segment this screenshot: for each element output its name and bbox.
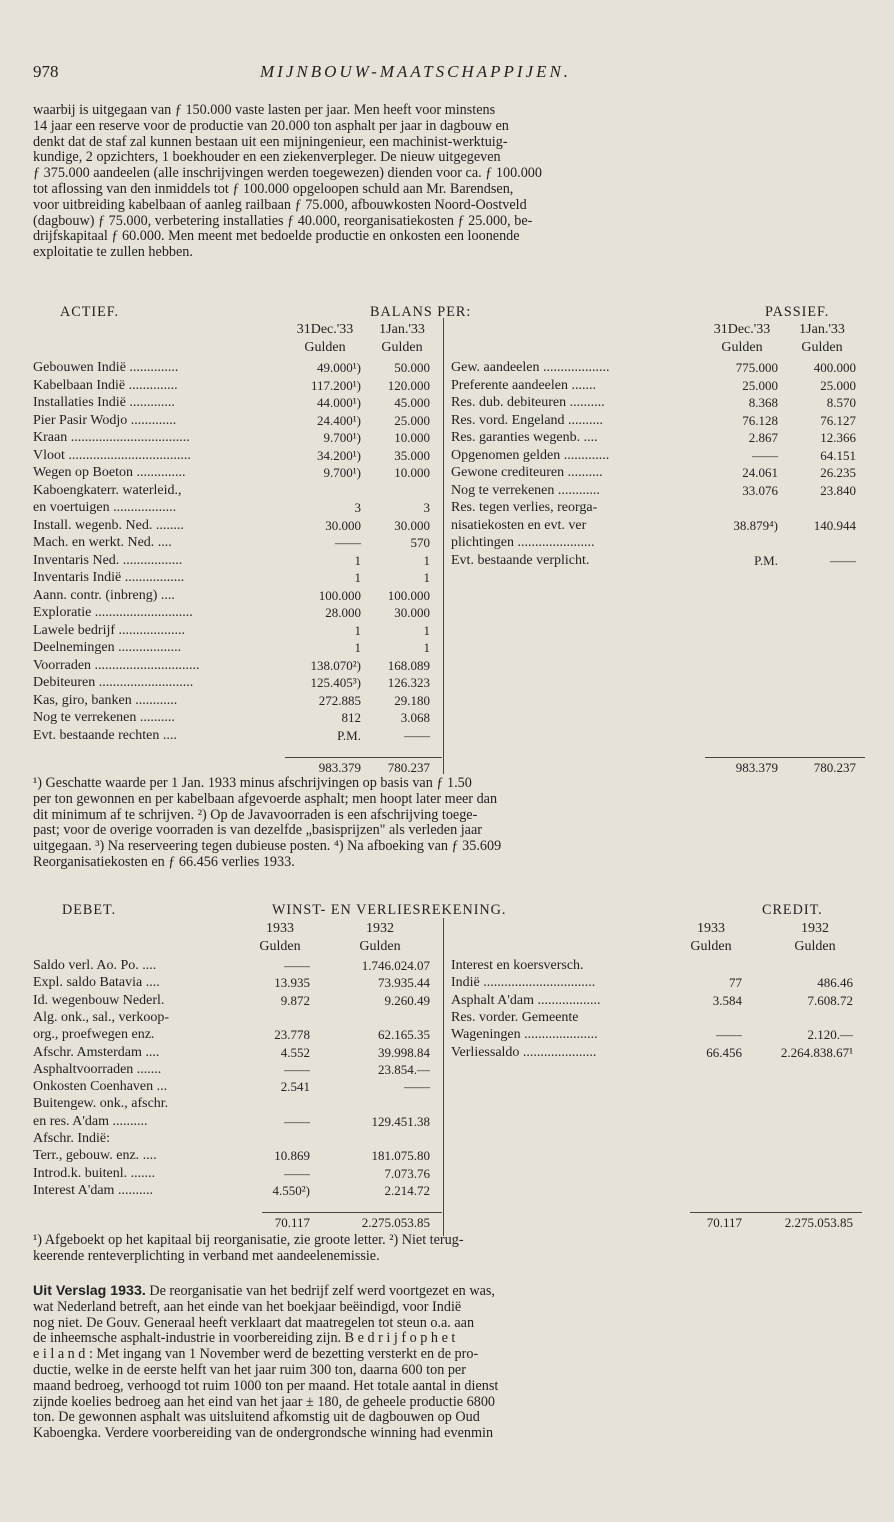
text-line: voor uitbreiding kabelbaan of aanleg railbaan ƒ 75.000, afbouwkosten Noord-Oostveld — [33, 196, 527, 213]
debet-row-v1: —— — [284, 1113, 310, 1129]
credit-row-v2: 7.608.72 — [807, 992, 853, 1008]
debet-row-label: Interest A'dam .......... — [33, 1182, 153, 1198]
actief-row-label: Mach. en werkt. Ned. .... — [33, 535, 172, 550]
text-line: wat Nederland betreft, aan het einde van het boekjaar beëindigd, voor Indië — [33, 1298, 462, 1315]
actief-row-v2: 570 — [410, 535, 430, 550]
page-number: 978 — [33, 62, 59, 81]
debet-row-label: Introd.k. buitenl. ....... — [33, 1165, 156, 1181]
pl-divider — [443, 918, 444, 1236]
actief-row-v2: 3.068 — [400, 710, 430, 725]
passief-row-v1: 33.076 — [742, 482, 778, 498]
passief-row-label: Res. tegen verlies, reorga- — [451, 500, 598, 515]
credit-row-label: Wageningen ..................... — [451, 1027, 598, 1043]
text-line: (dagbouw) ƒ 75.000, verbetering installaties ƒ 40.000, reorganisatiekosten ƒ 25.000, be- — [33, 212, 533, 229]
passief-row-label: Gew. aandeelen ................... — [451, 360, 610, 375]
passief-row-label: Res. vord. Engeland .......... — [451, 412, 604, 428]
balance-col1-unit: Gulden — [304, 340, 346, 355]
actief-row-v2: 1 — [423, 622, 430, 638]
debet-row-v2: 129.451.38 — [371, 1113, 430, 1129]
debet-row-label: org., proefwegen enz. — [33, 1027, 155, 1043]
actief-row-v2: 120.000 — [387, 377, 430, 393]
verslag-first-line: De reorganisatie van het bedrijf zelf werd voortgezet en was, — [145, 1283, 495, 1299]
credit-row-v1: —— — [716, 1027, 742, 1043]
passief-row-v1: 775.000 — [735, 360, 778, 375]
actief-row-v2: 50.000 — [394, 360, 430, 375]
actief-row-label: Install. wegenb. Ned. ........ — [33, 517, 184, 533]
debet-row-label: en res. A'dam .......... — [33, 1113, 148, 1129]
passief-row-v2: 76.127 — [820, 412, 856, 428]
footnote-line: dit minimum af te schrijven. ²) Op de Javavoorraden is een afschrijving toege- — [33, 806, 478, 823]
credit-col1-unit: Gulden — [690, 939, 732, 954]
actief-row-label: Vloot ................................... — [33, 447, 191, 463]
actief-row-label: Aann. contr. (inbreng) .... — [33, 587, 175, 603]
balance-divider — [443, 318, 444, 774]
actief-row-v1: 1 — [354, 640, 361, 655]
balance-center-title: BALANS PER: — [370, 304, 472, 320]
verslag-heading: Uit Verslag 1933. — [33, 1283, 146, 1299]
actief-row-label: Voorraden .............................. — [33, 657, 200, 673]
actief-total-rule — [285, 757, 442, 758]
actief-row-v1: —— — [335, 535, 361, 550]
credit-row-label: Verliessaldo ..................... — [451, 1044, 597, 1060]
actief-row-label: Nog te verrekenen .......... — [33, 710, 175, 725]
passief-row-label: Gewone crediteuren .......... — [451, 465, 603, 480]
actief-row-label: Kraan .................................. — [33, 430, 190, 445]
text-line: e i l a n d : Met ingang van 1 November werd de bezetting versterkt en de pro- — [33, 1346, 479, 1363]
text-line: Kaboengka. Verdere voorbereiding van de ondergrondsche winning had evenmin — [33, 1425, 494, 1442]
credit-row-v1: 77 — [729, 975, 742, 991]
debet-row-v2: —— — [404, 1079, 430, 1095]
passief-row-label: Evt. bestaande verplicht. — [451, 552, 590, 568]
text-line: denkt dat de staf zal kunnen bestaan uit een mijningenieur, een machinist-werktuig- — [33, 133, 508, 150]
actief-row-label: Inventaris Ned. ................. — [33, 552, 183, 568]
debet-row-v2: 62.165.35 — [378, 1027, 430, 1043]
debet-row-v1: —— — [284, 1165, 310, 1181]
debet-row-v1: 23.778 — [274, 1027, 310, 1043]
passief-row-v2: 400.000 — [813, 360, 856, 375]
passief-row-v2: 140.944 — [813, 517, 856, 533]
debet-row-v2: 1.746.024.07 — [361, 958, 430, 973]
debet-row-v1: 9.872 — [280, 992, 310, 1008]
balance-left-title: ACTIEF. — [60, 304, 120, 320]
text-line: tot aflossing van den inmiddels tot ƒ 100.000 opgeloopen schuld aan Mr. Barendsen, — [33, 180, 514, 197]
passief-row-label: Opgenomen gelden ............. — [451, 447, 610, 463]
annual-report-paragraph — [33, 1284, 865, 1442]
actief-row-v2: 30.000 — [394, 517, 430, 533]
actief-row-label: Gebouwen Indië .............. — [33, 360, 179, 375]
passief-col2-unit: Gulden — [801, 340, 843, 355]
debet-total-v2: 2.275.053.85 — [361, 1215, 430, 1230]
passief-row-v2: 12.366 — [820, 430, 856, 445]
debet-row-label: Alg. onk., sal., verkoop- — [33, 1009, 170, 1025]
text-line: kundige, 2 opzichters, 1 boekhouder en een ziekenverpleger. De nieuw uitgegeven — [33, 149, 501, 166]
credit-total-rule — [690, 1212, 862, 1213]
actief-row-v1: 9.700¹) — [323, 430, 361, 445]
actief-row-label: en voertuigen .................. — [33, 500, 177, 515]
passief-row-label: plichtingen ...................... — [451, 535, 595, 550]
actief-row-v1: 125.405³) — [310, 675, 361, 690]
text-line: zijnde koelies bedroeg aan het eind van het jaar ± 180, de geheele productie 6800 — [33, 1393, 496, 1410]
actief-row-v2: 25.000 — [394, 412, 430, 428]
text-line: ton. De gewonnen asphalt was uitsluitend afkomstig uit de dagbouwen op Oud — [33, 1409, 480, 1426]
debet-row-v2: 39.998.84 — [378, 1044, 430, 1060]
actief-row-v1: 1 — [354, 570, 361, 585]
debet-row-label: Buitengew. onk., afschr. — [33, 1096, 169, 1112]
debet-row-v2: 9.260.49 — [384, 992, 430, 1008]
actief-row-v1: 24.400¹) — [317, 412, 361, 428]
debet-row-v1: —— — [284, 1061, 310, 1077]
actief-row-v2: 168.089 — [387, 657, 430, 673]
actief-row-v2: —— — [404, 727, 430, 743]
pl-center-title: WINST- EN VERLIESREKENING. — [272, 902, 507, 918]
actief-row-v1: 3 — [354, 500, 361, 515]
actief-total-v1: 983.379 — [318, 760, 361, 775]
credit-col2-header: 1932 — [801, 921, 829, 936]
actief-row-v1: 30.000 — [325, 517, 361, 533]
actief-row-v2: 10.000 — [394, 465, 430, 480]
debet-row-label: Id. wegenbouw Nederl. — [33, 992, 165, 1008]
passief-row-label: Nog te verrekenen ............ — [451, 482, 600, 498]
pl-col1-unit: Gulden — [259, 939, 301, 954]
debet-row-v1: 10.869 — [274, 1148, 310, 1164]
debet-row-label: Afschr. Amsterdam .... — [33, 1044, 160, 1060]
balance-col2-header: 1Jan.'33 — [379, 322, 425, 337]
passief-col1-header: 31Dec.'33 — [713, 322, 771, 337]
actief-row-v2: 1 — [423, 570, 430, 585]
pl-footnotes — [33, 1233, 865, 1265]
passief-row-v1: 24.061 — [742, 465, 778, 480]
pl-col2-unit: Gulden — [359, 939, 401, 954]
balance-footnotes — [33, 776, 865, 871]
actief-row-label: Kas, giro, banken ............ — [33, 692, 178, 708]
text-line: 14 jaar een reserve voor de productie van 20.000 ton asphalt per jaar in dagbouw en — [33, 117, 509, 134]
actief-row-label: Pier Pasir Wodjo ............. — [33, 412, 177, 428]
passief-total-v1: 983.379 — [735, 760, 778, 775]
passief-row-label: Preferente aandeelen ....... — [451, 377, 596, 393]
passief-col1-unit: Gulden — [721, 340, 763, 355]
actief-row-label: Wegen op Boeton .............. — [33, 465, 186, 480]
debet-row-v2: 7.073.76 — [384, 1165, 430, 1181]
intro-paragraph — [33, 103, 865, 261]
actief-row-v2: 10.000 — [394, 430, 430, 445]
credit-row-v2: 2.120.— — [807, 1027, 853, 1043]
actief-row-label: Kabelbaan Indië .............. — [33, 377, 178, 393]
debet-row-label: Asphaltvoorraden ....... — [33, 1061, 162, 1077]
passief-col2-header: 1Jan.'33 — [799, 322, 845, 337]
text-line: maand bedroeg, verhoogd tot ruim 1000 ton per maand. Het totale aantal in dienst — [33, 1377, 499, 1394]
text-line: ƒ 375.000 aandeelen (alle inschrijvingen werden toegewezen) dienden voor ca. ƒ 100.000 — [33, 165, 542, 182]
credit-row-v1: 3.584 — [712, 992, 742, 1008]
passief-row-v2: 23.840 — [820, 482, 856, 498]
actief-row-v1: 100.000 — [318, 587, 361, 603]
passief-row-v1: 76.128 — [742, 412, 778, 428]
footnote-line: uitgegaan. ³) Na reserveering tegen dubieuse posten. ⁴) Na afboeking van ƒ 35.609 — [33, 838, 502, 855]
balance-right-title: PASSIEF. — [765, 304, 830, 320]
debet-row-v1: 2.541 — [280, 1079, 310, 1095]
actief-row-v1: 34.200¹) — [317, 447, 361, 463]
actief-total-v2: 780.237 — [387, 760, 430, 775]
actief-row-v2: 29.180 — [394, 692, 430, 708]
passief-row-v2: 26.235 — [820, 465, 856, 480]
credit-row-label: Indië ................................ — [451, 975, 596, 991]
debet-row-v1: —— — [284, 958, 310, 973]
footnote-line: Reorganisatiekosten en ƒ 66.456 verlies 1933. — [33, 853, 295, 870]
balance-col1-header: 31Dec.'33 — [296, 322, 354, 337]
pl-left-title: DEBET. — [62, 902, 117, 918]
actief-row-v1: 9.700¹) — [323, 465, 361, 480]
text-line: nog niet. De Gouv. Generaal heeft verklaart dat maatregelen tot steun o.a. aan — [33, 1314, 475, 1331]
actief-row-v2: 126.323 — [387, 675, 430, 690]
passief-row-v2: 8.570 — [826, 395, 856, 410]
actief-row-v2: 100.000 — [387, 587, 430, 603]
actief-row-v1: 812 — [341, 710, 361, 725]
debet-row-v1: 13.935 — [274, 975, 310, 991]
actief-row-label: Installaties Indië ............. — [33, 395, 175, 410]
debet-row-v1: 4.550²) — [272, 1182, 310, 1198]
pl-col2-header: 1932 — [366, 921, 394, 936]
debet-row-label: Onkosten Coenhaven ... — [33, 1079, 168, 1095]
debet-row-label: Saldo verl. Ao. Po. .... — [33, 958, 157, 973]
actief-row-label: Exploratie ............................ — [33, 605, 193, 620]
actief-row-label: Lawele bedrijf ................... — [33, 622, 186, 638]
debet-row-v2: 73.935.44 — [378, 975, 430, 991]
passief-row-v2: 25.000 — [820, 377, 856, 393]
passief-row-v2: —— — [830, 552, 856, 568]
actief-row-v1: 138.070²) — [310, 657, 361, 673]
text-line: ductie, welke in de eerste helft van het jaar ruim 300 ton, daarna 600 ton per — [33, 1361, 466, 1378]
debet-row-v2: 2.214.72 — [384, 1182, 430, 1198]
actief-row-v2: 45.000 — [394, 395, 430, 410]
actief-row-label: Kaboengkaterr. waterleid., — [33, 482, 182, 498]
actief-row-v2: 1 — [423, 552, 430, 568]
passief-row-v1: P.M. — [754, 552, 778, 568]
actief-row-label: Inventaris Indië ................. — [33, 570, 185, 585]
debet-row-label: Terr., gebouw. enz. .... — [33, 1148, 157, 1164]
actief-row-v2: 3 — [423, 500, 430, 515]
pl-right-title: CREDIT. — [762, 902, 823, 918]
text-line: exploitatie te zullen hebben. — [33, 244, 193, 261]
debet-row-v1: 4.552 — [280, 1044, 310, 1060]
passief-row-v1: 2.867 — [748, 430, 778, 445]
actief-row-v1: 117.200¹) — [311, 377, 361, 393]
pl-col1-header: 1933 — [266, 921, 294, 936]
actief-row-v2: 1 — [423, 640, 430, 655]
credit-row-v2: 486.46 — [817, 975, 853, 991]
actief-row-label: Evt. bestaande rechten .... — [33, 727, 177, 743]
balance-col2-unit: Gulden — [381, 340, 423, 355]
debet-row-v2: 181.075.80 — [371, 1148, 430, 1164]
actief-row-v2: 30.000 — [394, 605, 430, 620]
credit-row-label: Res. vorder. Gemeente — [451, 1009, 579, 1025]
debet-row-label: Expl. saldo Batavia .... — [33, 975, 160, 991]
credit-col2-unit: Gulden — [794, 939, 836, 954]
passief-row-v1: 38.879⁴) — [733, 517, 778, 533]
passief-row-v1: 8.368 — [748, 395, 778, 410]
credit-row-v1: 66.456 — [706, 1044, 742, 1060]
actief-row-v1: 1 — [354, 552, 361, 568]
actief-row-v1: 44.000¹) — [317, 395, 361, 410]
actief-row-label: Deelnemingen .................. — [33, 640, 182, 655]
footnote-line: keerende renteverplichting in verband met aandeelenemissie. — [33, 1247, 380, 1264]
credit-row-v2: 2.264.838.67¹ — [780, 1044, 853, 1060]
credit-row-label: Asphalt A'dam .................. — [451, 992, 601, 1008]
passief-row-label: Res. dub. debiteuren .......... — [451, 395, 605, 410]
actief-row-v1: P.M. — [337, 727, 361, 743]
text-line: drijfskapitaal ƒ 60.000. Men meent met bedoelde productie en onkosten een loonende — [33, 228, 520, 245]
footnote-line: per ton gewonnen en per kabelbaan afgevoerde asphalt; men hoopt later meer dan — [33, 790, 498, 807]
passief-row-v1: —— — [752, 447, 778, 463]
actief-row-v1: 1 — [354, 622, 361, 638]
debet-total-v1: 70.117 — [274, 1215, 310, 1230]
passief-total-rule — [705, 757, 865, 758]
debet-row-v2: 23.854.— — [378, 1061, 430, 1077]
actief-row-v2: 35.000 — [394, 447, 430, 463]
passief-row-v2: 64.151 — [820, 447, 856, 463]
debet-total-rule — [262, 1212, 442, 1213]
credit-total-v1: 70.117 — [706, 1215, 742, 1230]
passief-total-v2: 780.237 — [813, 760, 856, 775]
debet-row-label: Afschr. Indië: — [33, 1131, 110, 1146]
footnote-line: ¹) Afgeboekt op het kapitaal bij reorganisatie, zie groote letter. ²) Niet terug- — [33, 1232, 464, 1248]
actief-row-label: Debiteuren ........................... — [33, 675, 194, 690]
credit-row-label: Interest en koersversch. — [451, 958, 584, 973]
passief-row-v1: 25.000 — [742, 377, 778, 393]
text-line: de inheemsche asphalt-industrie in voorbereiding zijn. B e d r i j f o p h e t — [33, 1330, 456, 1347]
credit-col1-header: 1933 — [697, 921, 725, 936]
actief-row-v1: 49.000¹) — [317, 360, 361, 375]
passief-row-label: nisatiekosten en evt. ver — [451, 517, 587, 533]
credit-total-v2: 2.275.053.85 — [784, 1215, 853, 1230]
passief-row-label: Res. garanties wegenb. .... — [451, 430, 598, 445]
text-line: waarbij is uitgegaan van ƒ 150.000 vaste lasten per jaar. Men heeft voor minstens — [33, 102, 496, 118]
running-title: MIJNBOUW-MAATSCHAPPIJEN. — [260, 62, 572, 81]
actief-row-v1: 28.000 — [325, 605, 361, 620]
footnote-line: ¹) Geschatte waarde per 1 Jan. 1933 minus afschrijvingen op basis van ƒ 1.50 — [33, 775, 472, 791]
actief-row-v1: 272.885 — [318, 692, 361, 708]
footnote-line: past; voor de overige voorraden is van dezelfde „basisprijzen" als verleden jaar — [33, 822, 482, 839]
